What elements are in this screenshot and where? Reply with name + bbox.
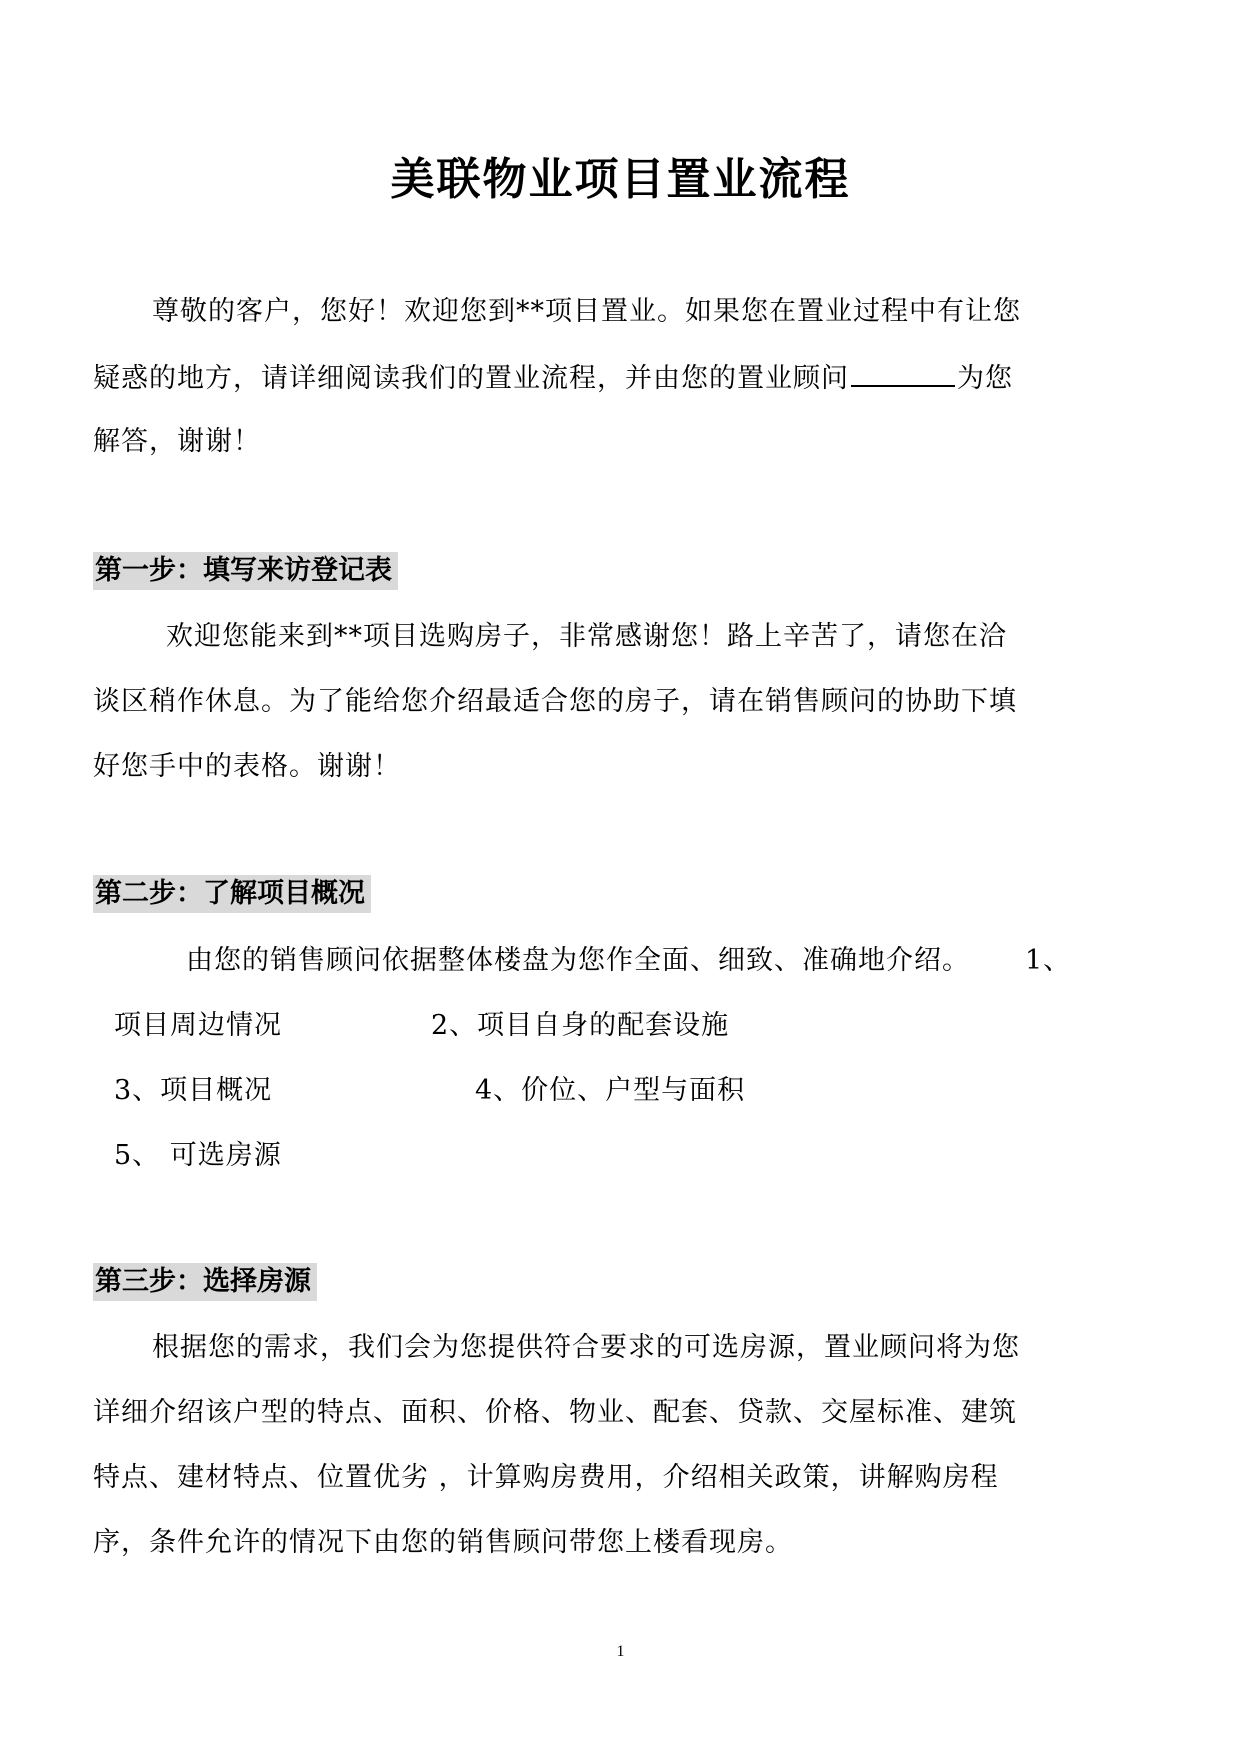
intro-line-2 — [93, 357, 1013, 399]
step1-line-1: 欢迎您能来到**项目选购房子，非常感谢您！路上辛苦了，请您在洽 — [166, 621, 1007, 652]
step2-item1-number: 1、 — [1025, 945, 1072, 976]
step1-line-2: 谈区稍作休息。为了能给您介绍最适合您的房子，请在销售顾问的协助下填 — [93, 686, 1017, 717]
step3-line-3: 特点、建材特点、位置优劣 ，计算购房费用，介绍相关政策，讲解购房程 — [93, 1462, 999, 1493]
step3-line-4: 序，条件允许的情况下由您的销售顾问带您上楼看现房。 — [93, 1527, 793, 1558]
step3-heading: 第三步：选择房源 — [93, 1263, 317, 1301]
advisor-name-blank — [851, 357, 955, 387]
step1-heading: 第一步：填写来访登记表 — [93, 552, 398, 590]
intro-line-2-text: 疑惑的地方，请详细阅读我们的置业流程，并由您的置业顾问 — [93, 363, 849, 394]
document-title: 美联物业项目置业流程 — [390, 154, 851, 205]
step1-line-3: 好您手中的表格。谢谢！ — [93, 751, 401, 782]
step3-line-1: 根据您的需求，我们会为您提供符合要求的可选房源，置业顾问将为您 — [152, 1332, 1020, 1363]
step2-item1-text: 项目周边情况 — [114, 1010, 282, 1041]
step2-item2: 2、项目自身的配套设施 — [431, 1010, 730, 1041]
intro-line-2-end: 为您 — [957, 363, 1013, 394]
step2-heading: 第二步：了解项目概况 — [93, 875, 371, 913]
step3-line-2: 详细介绍该户型的特点、面积、价格、物业、配套、贷款、交屋标准、建筑 — [93, 1397, 1017, 1428]
page-number: 1 — [616, 1643, 625, 1660]
step2-item4: 4、价位、户型与面积 — [475, 1075, 746, 1106]
intro-line-1: 尊敬的客户，您好！欢迎您到**项目置业。如果您在置业过程中有让您 — [152, 296, 1021, 327]
step2-item3: 3、项目概况 — [114, 1075, 273, 1106]
step2-intro: 由您的销售顾问依据整体楼盘为您作全面、细致、准确地介绍。 — [186, 945, 970, 976]
intro-line-3: 解答，谢谢！ — [93, 426, 261, 457]
step2-item5: 5、 可选房源 — [114, 1140, 282, 1171]
